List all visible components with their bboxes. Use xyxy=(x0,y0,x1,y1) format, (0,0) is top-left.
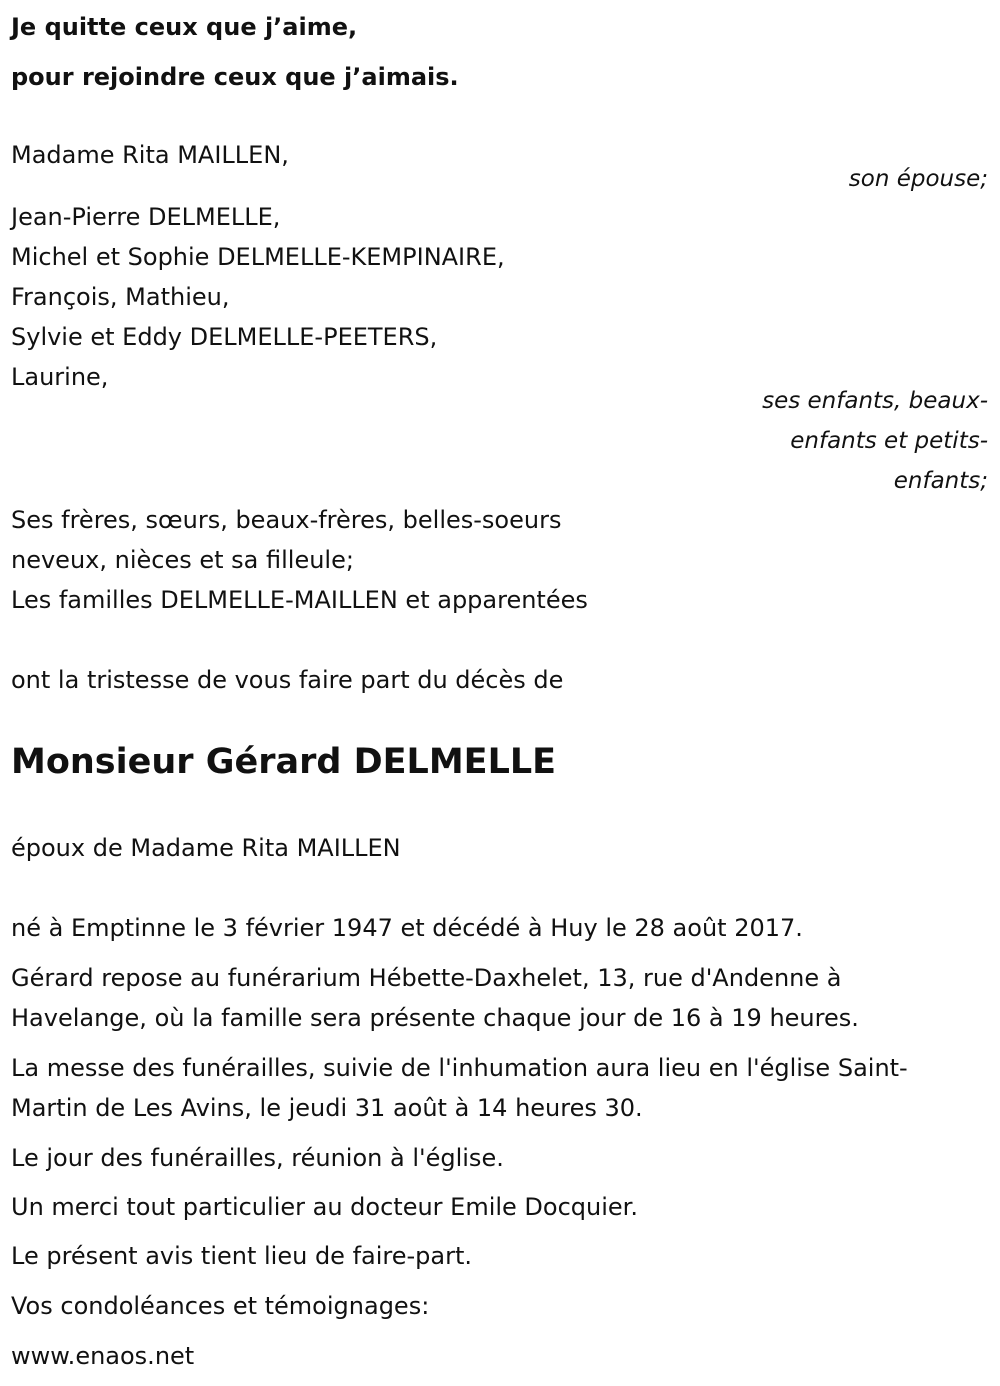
deceased-name: Monsieur Gérard DELMELLE xyxy=(11,742,557,782)
spouse-relation: son épouse; xyxy=(848,166,988,192)
children-relation-line: enfants; xyxy=(893,468,988,494)
condolences-label: Vos condoléances et témoignages: xyxy=(11,1292,430,1320)
child-line: François, Mathieu, xyxy=(11,283,230,311)
website-link[interactable]: www.enaos.net xyxy=(11,1342,195,1370)
spouse-name: Madame Rita MAILLEN, xyxy=(11,141,289,169)
epigraph-line-2: pour rejoindre ceux que j’aimais. xyxy=(11,63,459,91)
mass-line: La messe des funérailles, suivie de l'inhumation aura lieu en l'église Saint- xyxy=(11,1054,908,1082)
child-line: Laurine, xyxy=(11,363,109,391)
family-line: neveux, nièces et sa filleule; xyxy=(11,546,354,574)
thanks-text: Un merci tout particulier au docteur Emile Docquier. xyxy=(11,1193,638,1221)
spouse-of-text: époux de Madame Rita MAILLEN xyxy=(11,834,401,862)
funerarium-line: Havelange, où la famille sera présente chaque jour de 16 à 19 heures. xyxy=(11,1004,859,1032)
child-line: Sylvie et Eddy DELMELLE-PEETERS, xyxy=(11,323,438,351)
child-line: Jean-Pierre DELMELLE, xyxy=(11,203,281,231)
children-relation-line: ses enfants, beaux- xyxy=(762,388,988,414)
funerarium-line: Gérard repose au funérarium Hébette-Daxhelet, 13, rue d'Andenne à xyxy=(11,964,842,992)
family-line: Ses frères, sœurs, beaux-frères, belles-soeurs xyxy=(11,506,562,534)
announcement-text: ont la tristesse de vous faire part du décès de xyxy=(11,666,564,694)
gathering-text: Le jour des funérailles, réunion à l'église. xyxy=(11,1144,504,1172)
epigraph-line-1: Je quitte ceux que j’aime, xyxy=(11,13,358,41)
mass-line: Martin de Les Avins, le jeudi 31 août à 14 heures 30. xyxy=(11,1094,643,1122)
notice-text: Le présent avis tient lieu de faire-part. xyxy=(11,1242,473,1270)
child-line: Michel et Sophie DELMELLE-KEMPINAIRE, xyxy=(11,243,505,271)
family-line: Les familles DELMELLE-MAILLEN et apparentées xyxy=(11,586,588,614)
birth-death-text: né à Emptinne le 3 février 1947 et décédé à Huy le 28 août 2017. xyxy=(11,914,803,942)
children-relation-line: enfants et petits- xyxy=(790,428,988,454)
